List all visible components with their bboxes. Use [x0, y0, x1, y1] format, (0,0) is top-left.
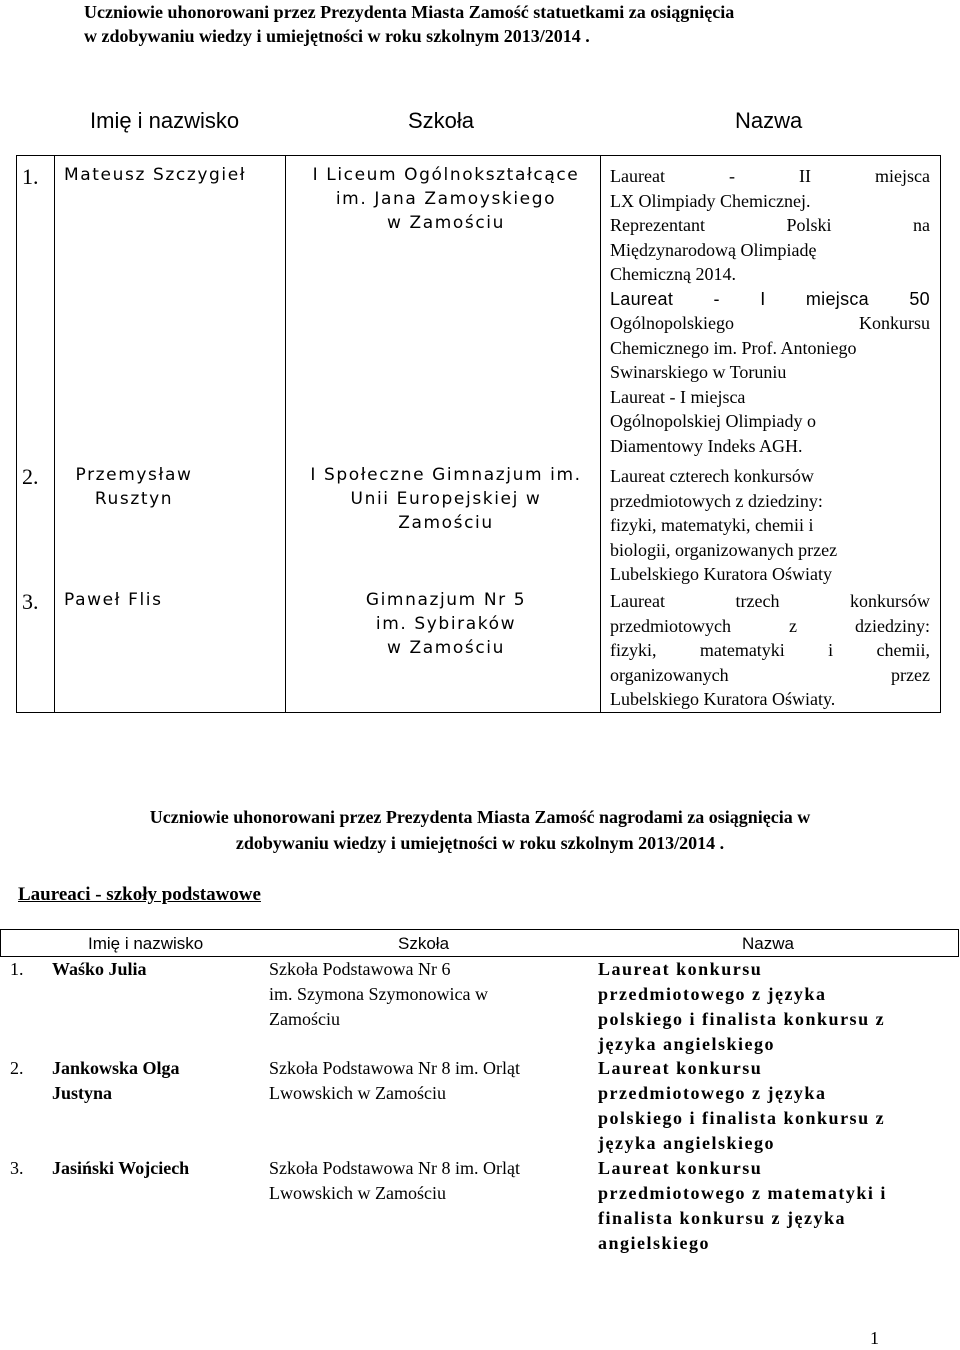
student-name: Paweł Flis — [64, 590, 163, 610]
row-number: 2. — [22, 464, 39, 489]
column-header-award: Nazwa — [735, 108, 803, 133]
column-header-name: Imię i nazwisko — [88, 934, 204, 953]
section2-title — [0, 804, 960, 856]
table-row — [22, 165, 39, 190]
award-description: Laureat czterech konkursów przedmiotowych z dziedziny: fizyki, matematyki, chemii i biologii, organizowanych przez Lubelskiego Kuratora Oświaty — [610, 466, 838, 584]
school-name: Szkoła Podstawowa Nr 8 im. Orląt Lwowskich w Zamościu — [269, 1158, 520, 1203]
student-name: Waśko Julia — [52, 959, 147, 979]
row-number: 2. — [10, 1058, 24, 1078]
award-description: Laureat konkursu przedmiotowego z języka polskiego i finalista konkursu z języka angielskiego — [598, 1058, 886, 1153]
table-row — [22, 590, 39, 615]
school-name: I Liceum Ogólnokształcące im. Jana Zamoyskiego w Zamościu — [312, 165, 580, 233]
section2-subheading: Laureaci - szkoły podstawowe — [18, 884, 261, 905]
table-row — [22, 465, 39, 490]
row-number: 3. — [22, 589, 39, 614]
column-header-name: Imię i nazwisko — [90, 108, 240, 133]
table2-right-border — [958, 929, 959, 957]
student-name: Jankowska Olga Justyna — [52, 1058, 180, 1103]
section2-title-line2: zdobywaniu wiedzy i umiejętności w roku szkolnym 2013/2014 . — [235, 833, 725, 853]
table-row — [10, 957, 24, 982]
table1-divider-school — [600, 155, 601, 713]
page-number: 1 — [870, 1328, 879, 1348]
section2-title-line1: Uczniowie uhonorowani przez Prezydenta Miasta Zamość nagrodami za osiągnięcia w — [149, 807, 811, 827]
award-description: Laureat - II miejsca LX Olimpiady Chemicznej. Reprezentant Polski na Międzynarodową Olimpiadę Chemiczną 2014. Laureat - I miejsca 50 Ogólnopolskiego Konkursu Chemicznego im. Prof. Antoniego Swinarskiego w Toruniu Laureat - I miejsca Ogólnopolskiej Olimpiady o Diamentowy Indeks AGH. — [610, 166, 930, 456]
school-name: Szkoła Podstawowa Nr 8 im. Orląt Lwowskich w Zamościu — [269, 1058, 520, 1103]
award-description: Laureat trzech konkursów przedmiotowych z dziedziny: fizyki, matematyki i chemii, organizowanych przez Lubelskiego Kuratora Oświaty. — [610, 591, 930, 709]
table-row — [10, 1056, 24, 1081]
award-description: Laureat konkursu przedmiotowego z języka polskiego i finalista konkursu z języka angielskiego — [598, 959, 886, 1054]
table2-top-border — [0, 929, 958, 930]
section1-title — [84, 0, 884, 48]
section1-title-line2: w zdobywaniu wiedzy i umiejętności w roku szkolnym 2013/2014 . — [84, 26, 590, 46]
table2-left-border — [0, 929, 1, 957]
table1-divider-name — [285, 155, 286, 713]
student-name: Przemysław Rusztyn — [75, 465, 193, 509]
school-name: Gimnazjum Nr 5 im. Sybiraków w Zamościu — [365, 590, 527, 658]
school-name: Szkoła Podstawowa Nr 6 im. Szymona Szymonowica w Zamościu — [269, 959, 488, 1029]
award-description: Laureat konkursu przedmiotowego z matematyki i finalista konkursu z języka angielskiego — [598, 1158, 887, 1253]
student-name: Jasiński Wojciech — [52, 1158, 190, 1178]
table1-top-border — [16, 155, 940, 156]
row-number: 1. — [22, 164, 39, 189]
school-name: I Społeczne Gimnazjum im. Unii Europejskiej w Zamościu — [310, 465, 582, 533]
table1-right-border — [940, 155, 941, 713]
row-number: 1. — [10, 959, 24, 979]
table-row — [10, 1156, 24, 1181]
section1-title-line1: Uczniowie uhonorowani przez Prezydenta Miasta Zamość statuetkami za osiągnięcia — [84, 2, 735, 22]
column-header-school: Szkoła — [398, 934, 450, 953]
table1-divider-num — [54, 155, 55, 713]
column-header-award: Nazwa — [742, 934, 794, 953]
row-number: 3. — [10, 1158, 24, 1178]
table1-left-border — [16, 155, 17, 713]
student-name: Mateusz Szczygieł — [64, 165, 247, 185]
table1-bottom-border — [16, 712, 940, 713]
column-header-school: Szkoła — [408, 108, 475, 133]
